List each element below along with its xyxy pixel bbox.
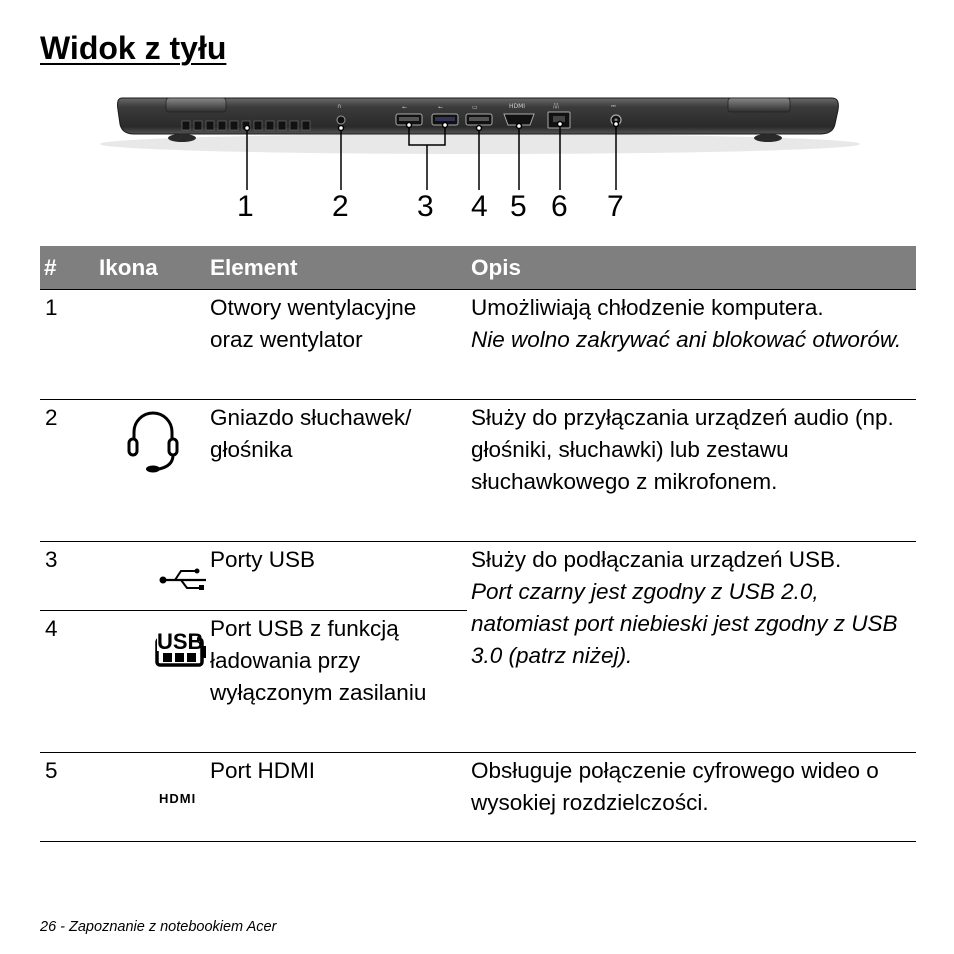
callout-4: 4 [471, 190, 488, 223]
row-desc [467, 753, 916, 842]
usb-charge-icon [95, 613, 206, 683]
table-row [40, 290, 916, 400]
page-footer: 26 - Zapoznanie z notebookiem Acer [40, 919, 277, 935]
row-num: 3 [45, 547, 58, 572]
header-desc: Opis [467, 246, 916, 290]
table-row [40, 542, 916, 611]
callout-5: 5 [510, 190, 527, 223]
row-num: 1 [40, 290, 95, 400]
row-element: Porty USB [210, 547, 316, 572]
svg-text:⎓: ⎓ [611, 103, 616, 110]
row-desc-text: Służy do przyłączania urządzeń audio (np. głośniki, słuchawki) lub zestawu słuchawkowego z mikrofonem. [471, 405, 894, 494]
row-desc-text: Służy do podłączania urządzeń USB. [471, 547, 842, 572]
callout-6: 6 [551, 190, 568, 223]
table-row [40, 400, 916, 542]
callout-2: 2 [332, 190, 349, 223]
row-desc-text: Umożliwiają chłodzenie komputera. [471, 295, 824, 320]
hdmi-icon-label: HDMI [159, 791, 197, 806]
row-element: Port USB z funkcją ładowania przy wyłączonym zasilaniu [206, 611, 467, 753]
header-icon: Ikona [95, 246, 206, 290]
usb-icon [95, 544, 206, 594]
row-element: Gniazdo słuchawek/ głośnika [206, 400, 467, 542]
callout-7: 7 [607, 190, 624, 223]
svg-text:∩: ∩ [337, 103, 342, 110]
row-desc-text: Obsługuje połączenie cyfrowego wideo o wysokiej rozdzielczości. [471, 758, 879, 815]
row-desc-note: Nie wolno zakrywać ani blokować otworów. [471, 327, 902, 352]
row-icon-empty [95, 290, 206, 400]
hdmi-icon [95, 755, 206, 815]
ports-table [40, 246, 916, 842]
table-header-row [40, 246, 916, 290]
svg-text:⭠: ⭠ [402, 104, 407, 111]
row-desc [467, 290, 916, 400]
row-element: Port HDMI [206, 753, 467, 842]
svg-text:⭠: ⭠ [438, 104, 443, 111]
row-num: 4 [40, 611, 95, 753]
row-num: 5 [40, 753, 95, 842]
row-desc-note: Port czarny jest zgodny z USB 2.0, natomiast port niebieski jest zgodny z USB 3.0 (patrz niżej). [471, 579, 898, 668]
svg-text:HDMI: HDMI [509, 103, 526, 110]
page-title: Widok z tyłu [40, 30, 227, 66]
callout-3: 3 [417, 190, 434, 223]
header-element: Element [206, 246, 467, 290]
row-num: 2 [40, 400, 95, 542]
svg-text:品: 品 [553, 103, 560, 110]
svg-text:▭: ▭ [472, 104, 478, 111]
headset-icon [95, 402, 206, 482]
usb-charge-icon-label: USB [157, 629, 204, 654]
row-desc [467, 400, 916, 542]
row-desc [467, 542, 916, 753]
header-num: # [40, 246, 95, 290]
callout-1: 1 [237, 190, 254, 223]
table-row [40, 753, 916, 842]
row-element: Otwory wentylacyjne oraz wentylator [206, 290, 467, 400]
